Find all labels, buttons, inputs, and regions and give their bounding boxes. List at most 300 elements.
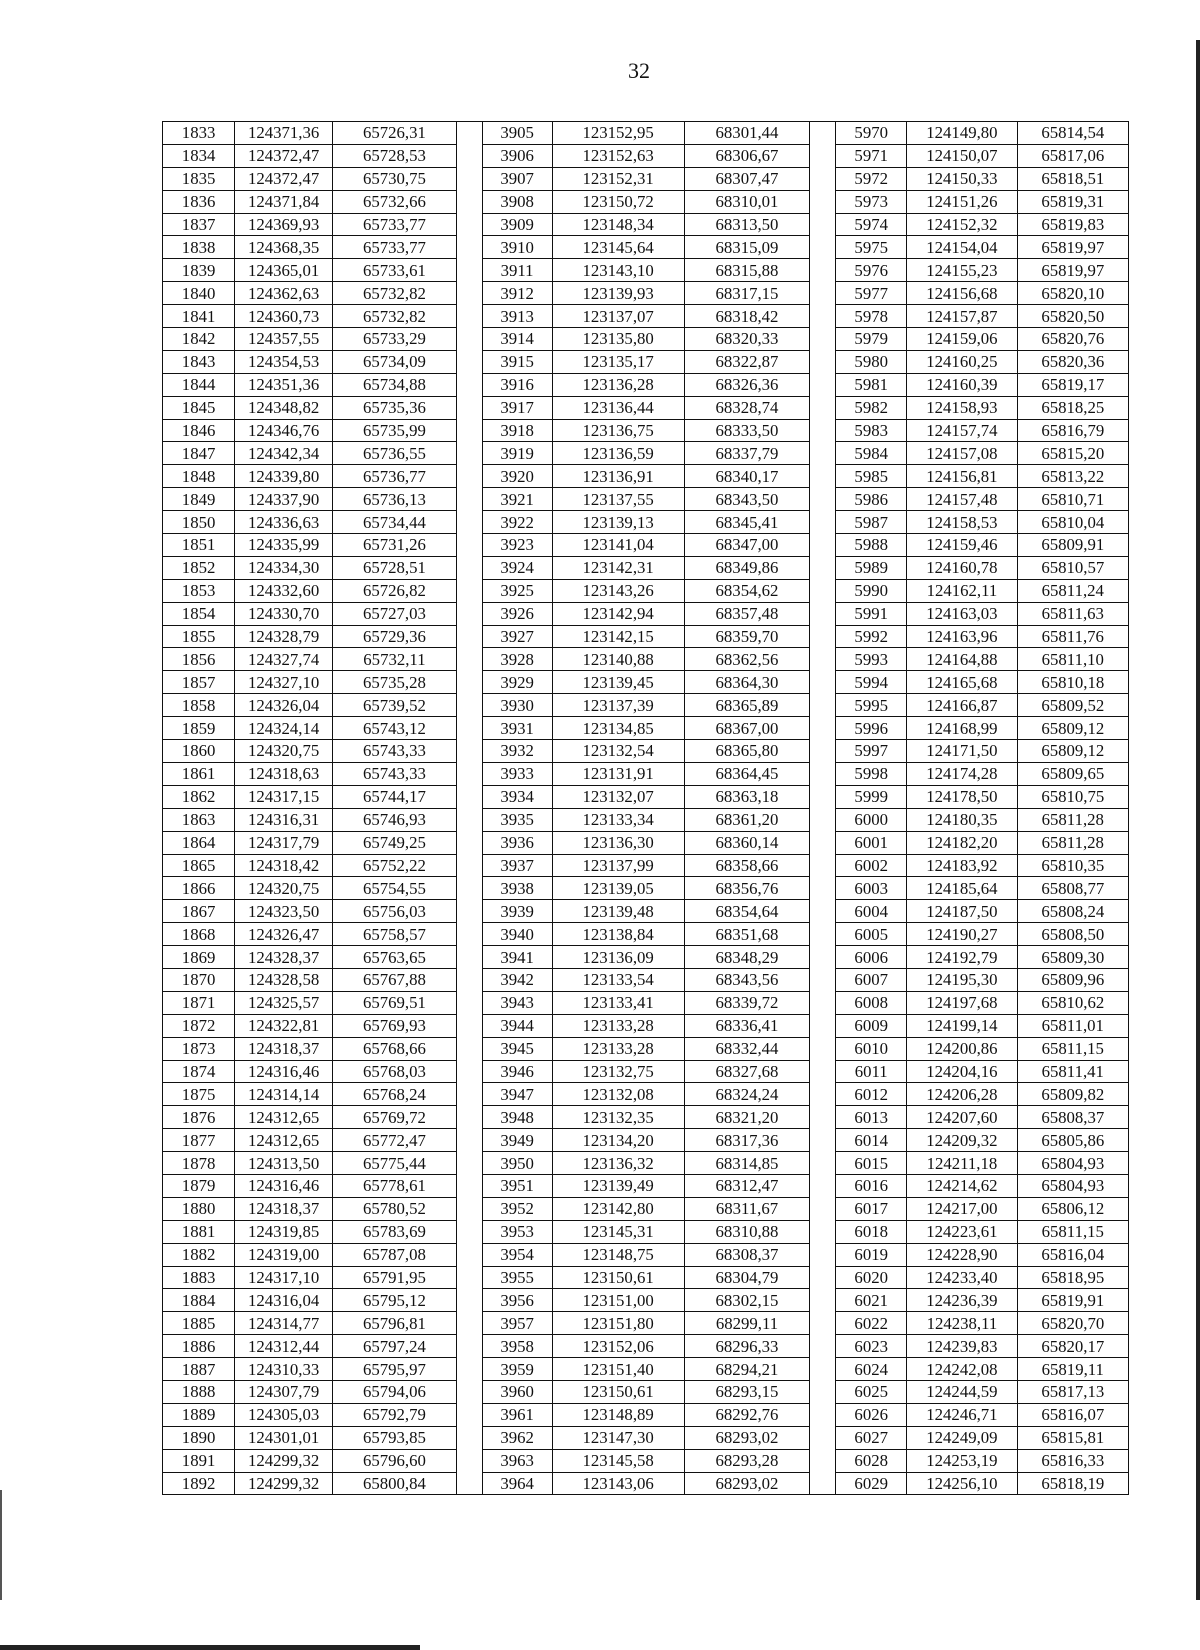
cell-x-b: 123150,72 bbox=[552, 190, 684, 213]
cell-y-c: 65804,93 bbox=[1017, 1152, 1128, 1175]
cell-y-b: 68322,87 bbox=[684, 350, 810, 373]
column-gap bbox=[456, 1266, 482, 1289]
table-row bbox=[163, 1449, 1129, 1472]
cell-y-c: 65809,65 bbox=[1017, 762, 1128, 785]
column-gap bbox=[810, 1403, 836, 1426]
cell-x-c: 124157,74 bbox=[907, 419, 1017, 442]
column-gap bbox=[810, 1335, 836, 1358]
cell-y-b: 68310,88 bbox=[684, 1220, 810, 1243]
cell-y-c: 65811,28 bbox=[1017, 831, 1128, 854]
cell-point-no-b: 3943 bbox=[482, 991, 552, 1014]
cell-y-a: 65792,79 bbox=[333, 1403, 457, 1426]
cell-x-c: 124159,06 bbox=[907, 328, 1017, 351]
cell-y-a: 65734,88 bbox=[333, 373, 457, 396]
cell-y-b: 68367,00 bbox=[684, 717, 810, 740]
cell-x-b: 123150,61 bbox=[552, 1266, 684, 1289]
cell-x-b: 123133,28 bbox=[552, 1014, 684, 1037]
cell-y-b: 68361,20 bbox=[684, 808, 810, 831]
cell-point-no-b: 3938 bbox=[482, 877, 552, 900]
cell-y-a: 65769,93 bbox=[333, 1014, 457, 1037]
cell-point-no-c: 6011 bbox=[836, 1060, 907, 1083]
cell-y-c: 65809,12 bbox=[1017, 717, 1128, 740]
cell-point-no-c: 5980 bbox=[836, 350, 907, 373]
column-gap bbox=[810, 328, 836, 351]
cell-x-b: 123139,45 bbox=[552, 671, 684, 694]
cell-x-a: 124317,10 bbox=[235, 1266, 333, 1289]
cell-x-a: 124312,65 bbox=[235, 1129, 333, 1152]
cell-x-a: 124314,77 bbox=[235, 1312, 333, 1335]
cell-point-no-c: 6027 bbox=[836, 1426, 907, 1449]
cell-point-no-c: 6007 bbox=[836, 968, 907, 991]
column-gap bbox=[810, 465, 836, 488]
table-row bbox=[163, 1083, 1129, 1106]
cell-x-a: 124365,01 bbox=[235, 259, 333, 282]
cell-x-a: 124316,31 bbox=[235, 808, 333, 831]
cell-y-b: 68362,56 bbox=[684, 648, 810, 671]
cell-y-c: 65809,52 bbox=[1017, 694, 1128, 717]
column-gap bbox=[810, 808, 836, 831]
cell-point-no-b: 3952 bbox=[482, 1197, 552, 1220]
cell-x-a: 124371,36 bbox=[235, 122, 333, 145]
column-gap bbox=[810, 1312, 836, 1335]
column-gap bbox=[456, 762, 482, 785]
column-gap bbox=[456, 396, 482, 419]
cell-point-no-a: 1855 bbox=[163, 625, 235, 648]
column-gap bbox=[810, 877, 836, 900]
cell-x-b: 123141,04 bbox=[552, 534, 684, 557]
cell-x-c: 124150,07 bbox=[907, 144, 1017, 167]
cell-x-c: 124157,87 bbox=[907, 305, 1017, 328]
cell-point-no-c: 5997 bbox=[836, 740, 907, 763]
cell-point-no-a: 1854 bbox=[163, 602, 235, 625]
column-gap bbox=[810, 1449, 836, 1472]
column-gap bbox=[810, 762, 836, 785]
cell-y-c: 65819,97 bbox=[1017, 236, 1128, 259]
cell-y-b: 68348,29 bbox=[684, 946, 810, 969]
cell-point-no-a: 1833 bbox=[163, 122, 235, 145]
cell-point-no-c: 6006 bbox=[836, 946, 907, 969]
cell-point-no-a: 1876 bbox=[163, 1106, 235, 1129]
cell-point-no-b: 3940 bbox=[482, 923, 552, 946]
cell-x-b: 123135,80 bbox=[552, 328, 684, 351]
cell-point-no-b: 3949 bbox=[482, 1129, 552, 1152]
cell-point-no-c: 6009 bbox=[836, 1014, 907, 1037]
cell-y-a: 65778,61 bbox=[333, 1174, 457, 1197]
cell-y-a: 65769,72 bbox=[333, 1106, 457, 1129]
cell-point-no-c: 6008 bbox=[836, 991, 907, 1014]
cell-x-a: 124371,84 bbox=[235, 190, 333, 213]
cell-x-b: 123140,88 bbox=[552, 648, 684, 671]
column-gap bbox=[456, 419, 482, 442]
cell-x-c: 124152,32 bbox=[907, 213, 1017, 236]
cell-point-no-c: 6016 bbox=[836, 1174, 907, 1197]
cell-x-a: 124326,47 bbox=[235, 923, 333, 946]
cell-x-b: 123139,49 bbox=[552, 1174, 684, 1197]
cell-y-c: 65810,75 bbox=[1017, 785, 1128, 808]
cell-y-a: 65800,84 bbox=[333, 1472, 457, 1495]
cell-point-no-a: 1869 bbox=[163, 946, 235, 969]
cell-y-a: 65726,31 bbox=[333, 122, 457, 145]
cell-y-b: 68327,68 bbox=[684, 1060, 810, 1083]
cell-point-no-c: 6020 bbox=[836, 1266, 907, 1289]
table-row bbox=[163, 534, 1129, 557]
cell-y-c: 65809,30 bbox=[1017, 946, 1128, 969]
cell-y-b: 68296,33 bbox=[684, 1335, 810, 1358]
column-gap bbox=[456, 694, 482, 717]
cell-point-no-c: 5998 bbox=[836, 762, 907, 785]
cell-point-no-c: 5974 bbox=[836, 213, 907, 236]
cell-x-c: 124200,86 bbox=[907, 1037, 1017, 1060]
cell-x-a: 124316,46 bbox=[235, 1174, 333, 1197]
column-gap bbox=[456, 671, 482, 694]
column-gap bbox=[456, 236, 482, 259]
cell-point-no-c: 5978 bbox=[836, 305, 907, 328]
cell-x-b: 123152,06 bbox=[552, 1335, 684, 1358]
cell-point-no-b: 3945 bbox=[482, 1037, 552, 1060]
cell-y-b: 68364,45 bbox=[684, 762, 810, 785]
cell-x-a: 124351,36 bbox=[235, 373, 333, 396]
cell-x-b: 123147,30 bbox=[552, 1426, 684, 1449]
cell-x-b: 123152,63 bbox=[552, 144, 684, 167]
cell-y-b: 68365,89 bbox=[684, 694, 810, 717]
cell-y-c: 65819,31 bbox=[1017, 190, 1128, 213]
cell-point-no-b: 3953 bbox=[482, 1220, 552, 1243]
column-gap bbox=[810, 419, 836, 442]
cell-x-a: 124332,60 bbox=[235, 579, 333, 602]
cell-x-c: 124239,83 bbox=[907, 1335, 1017, 1358]
column-gap bbox=[810, 717, 836, 740]
cell-point-no-b: 3955 bbox=[482, 1266, 552, 1289]
cell-point-no-c: 5982 bbox=[836, 396, 907, 419]
cell-point-no-c: 6001 bbox=[836, 831, 907, 854]
cell-x-a: 124328,37 bbox=[235, 946, 333, 969]
cell-y-c: 65811,76 bbox=[1017, 625, 1128, 648]
cell-y-c: 65818,25 bbox=[1017, 396, 1128, 419]
column-gap bbox=[456, 1220, 482, 1243]
cell-x-c: 124190,27 bbox=[907, 923, 1017, 946]
column-gap bbox=[456, 854, 482, 877]
cell-point-no-c: 5971 bbox=[836, 144, 907, 167]
cell-x-c: 124192,79 bbox=[907, 946, 1017, 969]
cell-x-c: 124171,50 bbox=[907, 740, 1017, 763]
column-gap bbox=[810, 1174, 836, 1197]
column-gap bbox=[456, 1380, 482, 1403]
table-row bbox=[163, 877, 1129, 900]
cell-point-no-b: 3964 bbox=[482, 1472, 552, 1495]
column-gap bbox=[456, 579, 482, 602]
cell-y-c: 65808,37 bbox=[1017, 1106, 1128, 1129]
column-gap bbox=[810, 740, 836, 763]
column-gap bbox=[810, 648, 836, 671]
cell-x-c: 124236,39 bbox=[907, 1289, 1017, 1312]
cell-point-no-a: 1845 bbox=[163, 396, 235, 419]
cell-point-no-a: 1866 bbox=[163, 877, 235, 900]
column-gap bbox=[810, 602, 836, 625]
cell-x-b: 123148,89 bbox=[552, 1403, 684, 1426]
cell-y-a: 65787,08 bbox=[333, 1243, 457, 1266]
cell-x-c: 124160,78 bbox=[907, 556, 1017, 579]
column-gap bbox=[456, 1403, 482, 1426]
cell-point-no-c: 5999 bbox=[836, 785, 907, 808]
cell-point-no-b: 3918 bbox=[482, 419, 552, 442]
cell-x-b: 123142,94 bbox=[552, 602, 684, 625]
cell-point-no-a: 1859 bbox=[163, 717, 235, 740]
column-gap bbox=[456, 350, 482, 373]
cell-x-b: 123143,26 bbox=[552, 579, 684, 602]
cell-y-a: 65739,52 bbox=[333, 694, 457, 717]
column-gap bbox=[810, 1037, 836, 1060]
cell-x-a: 124368,35 bbox=[235, 236, 333, 259]
cell-point-no-b: 3928 bbox=[482, 648, 552, 671]
column-gap bbox=[810, 968, 836, 991]
cell-x-c: 124158,93 bbox=[907, 396, 1017, 419]
cell-y-a: 65736,13 bbox=[333, 488, 457, 511]
cell-y-c: 65811,28 bbox=[1017, 808, 1128, 831]
cell-x-b: 123133,34 bbox=[552, 808, 684, 831]
cell-point-no-b: 3932 bbox=[482, 740, 552, 763]
cell-point-no-b: 3962 bbox=[482, 1426, 552, 1449]
column-gap bbox=[810, 785, 836, 808]
cell-x-c: 124159,46 bbox=[907, 534, 1017, 557]
column-gap bbox=[456, 1037, 482, 1060]
cell-y-c: 65815,20 bbox=[1017, 442, 1128, 465]
cell-point-no-b: 3919 bbox=[482, 442, 552, 465]
cell-point-no-b: 3954 bbox=[482, 1243, 552, 1266]
cell-point-no-c: 5986 bbox=[836, 488, 907, 511]
cell-point-no-a: 1863 bbox=[163, 808, 235, 831]
column-gap bbox=[456, 717, 482, 740]
cell-x-a: 124369,93 bbox=[235, 213, 333, 236]
cell-y-b: 68306,67 bbox=[684, 144, 810, 167]
cell-point-no-a: 1847 bbox=[163, 442, 235, 465]
column-gap bbox=[456, 1312, 482, 1335]
cell-point-no-c: 6012 bbox=[836, 1083, 907, 1106]
cell-point-no-a: 1884 bbox=[163, 1289, 235, 1312]
table-row bbox=[163, 305, 1129, 328]
cell-point-no-c: 5992 bbox=[836, 625, 907, 648]
cell-y-a: 65743,33 bbox=[333, 740, 457, 763]
cell-point-no-c: 5970 bbox=[836, 122, 907, 145]
cell-y-a: 65797,24 bbox=[333, 1335, 457, 1358]
cell-x-a: 124316,46 bbox=[235, 1060, 333, 1083]
cell-y-b: 68293,02 bbox=[684, 1426, 810, 1449]
cell-y-b: 68363,18 bbox=[684, 785, 810, 808]
column-gap bbox=[456, 167, 482, 190]
cell-x-a: 124327,74 bbox=[235, 648, 333, 671]
column-gap bbox=[456, 488, 482, 511]
cell-y-b: 68340,17 bbox=[684, 465, 810, 488]
cell-point-no-b: 3961 bbox=[482, 1403, 552, 1426]
cell-x-c: 124211,18 bbox=[907, 1152, 1017, 1175]
column-gap bbox=[810, 373, 836, 396]
cell-point-no-a: 1867 bbox=[163, 900, 235, 923]
column-gap bbox=[456, 946, 482, 969]
cell-y-b: 68292,76 bbox=[684, 1403, 810, 1426]
cell-y-b: 68358,66 bbox=[684, 854, 810, 877]
cell-x-b: 123132,54 bbox=[552, 740, 684, 763]
cell-x-b: 123133,54 bbox=[552, 968, 684, 991]
cell-x-c: 124183,92 bbox=[907, 854, 1017, 877]
cell-y-a: 65732,11 bbox=[333, 648, 457, 671]
cell-point-no-c: 5984 bbox=[836, 442, 907, 465]
cell-y-c: 65811,10 bbox=[1017, 648, 1128, 671]
column-gap bbox=[810, 1129, 836, 1152]
cell-y-c: 65820,76 bbox=[1017, 328, 1128, 351]
cell-x-c: 124238,11 bbox=[907, 1312, 1017, 1335]
column-gap bbox=[456, 1014, 482, 1037]
cell-x-b: 123143,10 bbox=[552, 259, 684, 282]
cell-x-c: 124242,08 bbox=[907, 1358, 1017, 1381]
cell-x-b: 123131,91 bbox=[552, 762, 684, 785]
cell-y-a: 65734,09 bbox=[333, 350, 457, 373]
cell-point-no-a: 1852 bbox=[163, 556, 235, 579]
column-gap bbox=[810, 442, 836, 465]
cell-x-b: 123133,41 bbox=[552, 991, 684, 1014]
cell-y-a: 65735,28 bbox=[333, 671, 457, 694]
cell-y-c: 65811,41 bbox=[1017, 1060, 1128, 1083]
cell-point-no-b: 3941 bbox=[482, 946, 552, 969]
cell-x-c: 124207,60 bbox=[907, 1106, 1017, 1129]
cell-point-no-a: 1888 bbox=[163, 1380, 235, 1403]
cell-point-no-b: 3905 bbox=[482, 122, 552, 145]
cell-point-no-a: 1891 bbox=[163, 1449, 235, 1472]
cell-y-a: 65732,66 bbox=[333, 190, 457, 213]
cell-point-no-a: 1868 bbox=[163, 923, 235, 946]
coordinates-table bbox=[162, 121, 1129, 1495]
cell-x-b: 123148,34 bbox=[552, 213, 684, 236]
column-gap bbox=[456, 328, 482, 351]
cell-x-a: 124372,47 bbox=[235, 167, 333, 190]
table-row bbox=[163, 1358, 1129, 1381]
table-row bbox=[163, 1403, 1129, 1426]
cell-point-no-b: 3947 bbox=[482, 1083, 552, 1106]
cell-x-a: 124316,04 bbox=[235, 1289, 333, 1312]
cell-y-a: 65736,77 bbox=[333, 465, 457, 488]
cell-x-a: 124314,14 bbox=[235, 1083, 333, 1106]
cell-x-c: 124157,48 bbox=[907, 488, 1017, 511]
cell-y-c: 65819,91 bbox=[1017, 1289, 1128, 1312]
cell-point-no-b: 3916 bbox=[482, 373, 552, 396]
cell-x-a: 124346,76 bbox=[235, 419, 333, 442]
cell-y-a: 65796,60 bbox=[333, 1449, 457, 1472]
column-gap bbox=[456, 556, 482, 579]
cell-point-no-b: 3906 bbox=[482, 144, 552, 167]
cell-point-no-c: 6013 bbox=[836, 1106, 907, 1129]
cell-x-c: 124151,26 bbox=[907, 190, 1017, 213]
cell-y-a: 65795,97 bbox=[333, 1358, 457, 1381]
cell-y-b: 68315,09 bbox=[684, 236, 810, 259]
cell-x-c: 124160,39 bbox=[907, 373, 1017, 396]
cell-y-b: 68343,56 bbox=[684, 968, 810, 991]
cell-y-b: 68324,24 bbox=[684, 1083, 810, 1106]
cell-point-no-a: 1851 bbox=[163, 534, 235, 557]
column-gap bbox=[810, 190, 836, 213]
cell-x-a: 124328,79 bbox=[235, 625, 333, 648]
table-row bbox=[163, 1243, 1129, 1266]
cell-x-a: 124326,04 bbox=[235, 694, 333, 717]
cell-x-b: 123142,80 bbox=[552, 1197, 684, 1220]
table-row bbox=[163, 625, 1129, 648]
cell-y-c: 65820,10 bbox=[1017, 282, 1128, 305]
cell-y-b: 68351,68 bbox=[684, 923, 810, 946]
column-gap bbox=[810, 1426, 836, 1449]
cell-point-no-a: 1882 bbox=[163, 1243, 235, 1266]
cell-y-a: 65733,77 bbox=[333, 236, 457, 259]
cell-x-b: 123132,07 bbox=[552, 785, 684, 808]
cell-x-a: 124312,65 bbox=[235, 1106, 333, 1129]
cell-x-b: 123142,31 bbox=[552, 556, 684, 579]
cell-x-c: 124150,33 bbox=[907, 167, 1017, 190]
cell-x-c: 124206,28 bbox=[907, 1083, 1017, 1106]
cell-x-c: 124158,53 bbox=[907, 511, 1017, 534]
cell-point-no-b: 3946 bbox=[482, 1060, 552, 1083]
cell-point-no-a: 1842 bbox=[163, 328, 235, 351]
cell-x-b: 123135,17 bbox=[552, 350, 684, 373]
cell-point-no-a: 1861 bbox=[163, 762, 235, 785]
cell-x-c: 124195,30 bbox=[907, 968, 1017, 991]
column-gap bbox=[810, 282, 836, 305]
table-row bbox=[163, 1220, 1129, 1243]
column-gap bbox=[810, 350, 836, 373]
table-row bbox=[163, 396, 1129, 419]
table-row bbox=[163, 1335, 1129, 1358]
table-row bbox=[163, 854, 1129, 877]
cell-point-no-a: 1881 bbox=[163, 1220, 235, 1243]
cell-x-c: 124246,71 bbox=[907, 1403, 1017, 1426]
column-gap bbox=[456, 373, 482, 396]
cell-y-a: 65729,36 bbox=[333, 625, 457, 648]
cell-x-c: 124253,19 bbox=[907, 1449, 1017, 1472]
cell-point-no-a: 1887 bbox=[163, 1358, 235, 1381]
cell-point-no-a: 1857 bbox=[163, 671, 235, 694]
cell-x-c: 124185,64 bbox=[907, 877, 1017, 900]
column-gap bbox=[456, 923, 482, 946]
cell-x-a: 124336,63 bbox=[235, 511, 333, 534]
cell-x-c: 124162,11 bbox=[907, 579, 1017, 602]
table-row bbox=[163, 144, 1129, 167]
cell-y-b: 68337,79 bbox=[684, 442, 810, 465]
cell-point-no-a: 1874 bbox=[163, 1060, 235, 1083]
cell-y-a: 65768,03 bbox=[333, 1060, 457, 1083]
table-row bbox=[163, 1106, 1129, 1129]
cell-point-no-a: 1841 bbox=[163, 305, 235, 328]
cell-y-b: 68339,72 bbox=[684, 991, 810, 1014]
table-row bbox=[163, 1152, 1129, 1175]
cell-x-c: 124217,00 bbox=[907, 1197, 1017, 1220]
column-gap bbox=[810, 1266, 836, 1289]
cell-x-b: 123136,91 bbox=[552, 465, 684, 488]
cell-y-c: 65810,35 bbox=[1017, 854, 1128, 877]
cell-y-c: 65810,57 bbox=[1017, 556, 1128, 579]
cell-point-no-b: 3922 bbox=[482, 511, 552, 534]
cell-x-a: 124310,33 bbox=[235, 1358, 333, 1381]
cell-x-a: 124334,30 bbox=[235, 556, 333, 579]
cell-point-no-c: 6003 bbox=[836, 877, 907, 900]
cell-x-a: 124319,00 bbox=[235, 1243, 333, 1266]
table-row bbox=[163, 602, 1129, 625]
table-row bbox=[163, 442, 1129, 465]
cell-point-no-c: 6000 bbox=[836, 808, 907, 831]
cell-point-no-c: 6022 bbox=[836, 1312, 907, 1335]
cell-point-no-a: 1880 bbox=[163, 1197, 235, 1220]
cell-x-a: 124348,82 bbox=[235, 396, 333, 419]
cell-point-no-a: 1879 bbox=[163, 1174, 235, 1197]
table-row bbox=[163, 259, 1129, 282]
cell-y-b: 68343,50 bbox=[684, 488, 810, 511]
cell-x-a: 124360,73 bbox=[235, 305, 333, 328]
cell-x-a: 124318,42 bbox=[235, 854, 333, 877]
cell-point-no-a: 1860 bbox=[163, 740, 235, 763]
